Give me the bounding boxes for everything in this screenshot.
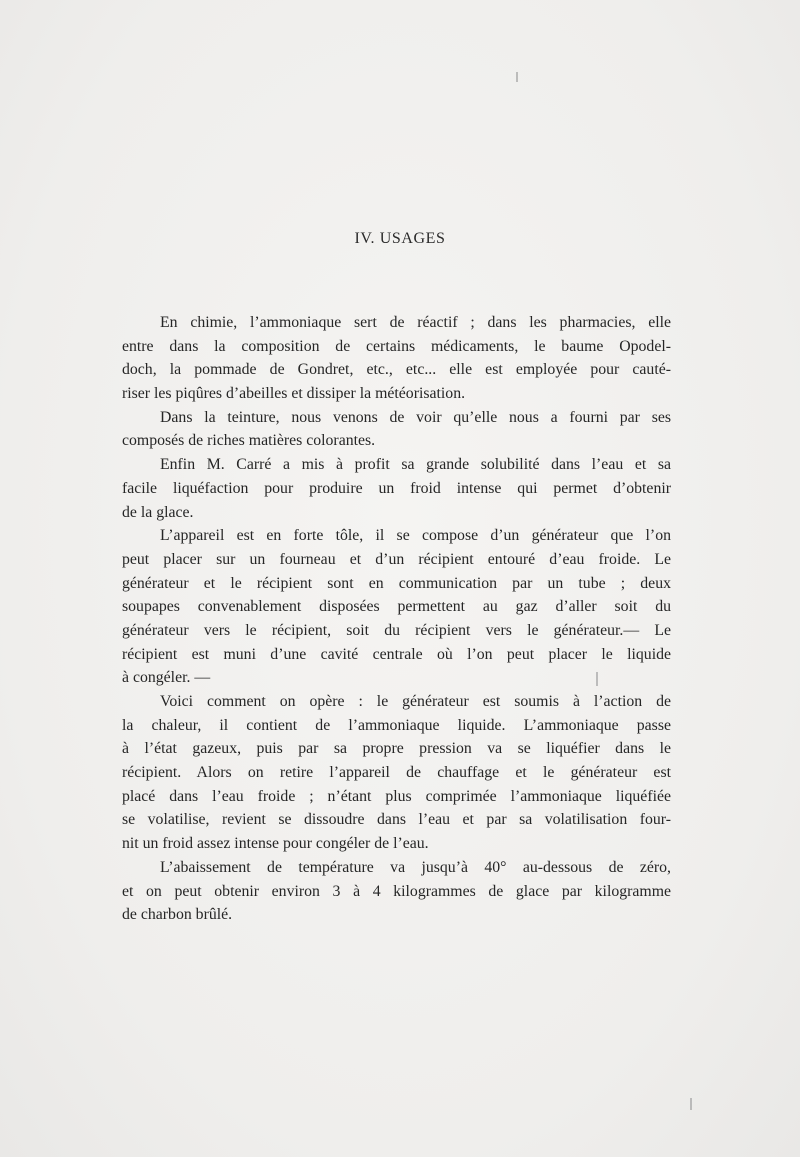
text-line: doch, la pommade de Gondret, etc., etc... elle est employée pour cauté- [122, 361, 671, 379]
text-line: générateur vers le récipient, soit du récipient vers le générateur.— Le [122, 621, 671, 639]
text-line: placé dans l’eau froide ; n’étant plus comprimée l’ammoniaque liquéfiée [122, 787, 671, 805]
text-line: Dans la teinture, nous venons de voir qu’elle nous a fourni par ses [160, 408, 671, 426]
text-line: et on peut obtenir environ 3 à 4 kilogrammes de glace par kilogramme [122, 882, 671, 900]
text-line: Enfin M. Carré a mis à profit sa grande solubilité dans l’eau et sa [160, 456, 671, 474]
text-line: riser les piqûres d’abeilles et dissiper la météorisation. [122, 385, 466, 403]
text-line: la chaleur, il contient de l’ammoniaque liquide. L’ammoniaque passe [122, 716, 671, 734]
text-line: de la glace. [122, 503, 194, 521]
text-line: En chimie, l’ammoniaque sert de réactif ; dans les pharmacies, elle [160, 314, 671, 331]
text-line: se volatilise, revient se dissoudre dans l’eau et par sa volatilisation four- [122, 811, 671, 829]
text-line: L’appareil est en forte tôle, il se compose d’un générateur que l’on [160, 527, 671, 545]
body-text [122, 311, 671, 927]
text-line: Voici comment on opère : le générateur est soumis à l’action de [160, 693, 671, 710]
text-line: récipient est muni d’une cavité centrale où l’on peut placer le liquide [122, 645, 671, 663]
scan-speck [596, 672, 598, 686]
text-line: de charbon brûlé. [122, 906, 233, 924]
text-line: L’abaissement de température va jusqu’à 40° au-dessous de zéro, [160, 858, 671, 876]
text-line: nit un froid assez intense pour congéler de l’eau. [122, 835, 429, 853]
text-line: facile liquéfaction pour produire un froid intense qui permet d’obtenir [122, 479, 671, 497]
scan-speck [516, 72, 518, 82]
text-line: soupapes convenablement disposées permettent au gaz d’aller soit du [122, 598, 671, 616]
text-line: récipient. Alors on retire l’appareil de chauffage et le générateur est [122, 764, 671, 782]
text-line: composés de riches matières colorantes. [122, 432, 376, 450]
text-line: à congéler. — [122, 669, 211, 687]
text-line: peut placer sur un fourneau et d’un récipient entouré d’eau froide. Le [122, 550, 671, 568]
section-heading: IV. USAGES [354, 230, 446, 247]
text-line: entre dans la composition de certains médicaments, le baume Opodel- [122, 337, 671, 355]
scan-speck [690, 1098, 692, 1110]
text-line: générateur et le récipient sont en communication par un tube ; deux [122, 574, 671, 592]
text-line: à l’état gazeux, puis par sa propre pression va se liquéfier dans le [122, 740, 671, 758]
